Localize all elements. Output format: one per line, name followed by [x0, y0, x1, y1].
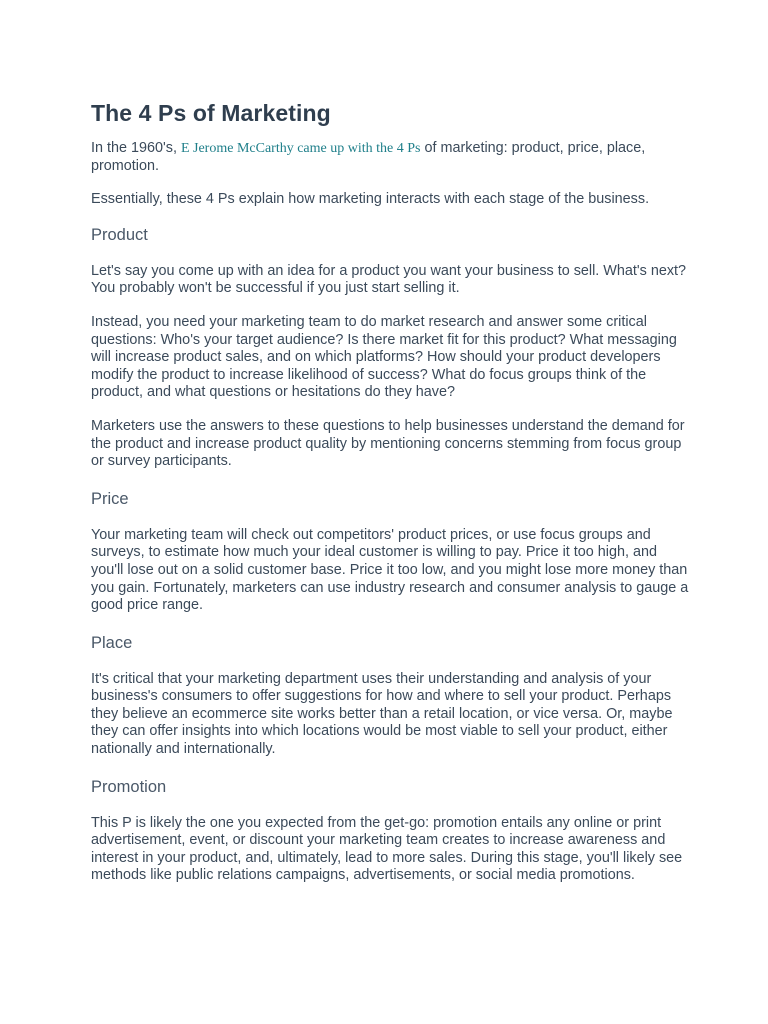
section-heading-price: Price [91, 489, 129, 508]
mccarthy-link[interactable]: E Jerome McCarthy came up with the 4 Ps [180, 141, 421, 156]
section-heading-promotion: Promotion [91, 777, 167, 796]
product-paragraph-3: Marketers use the answers to these questions to help businesses understand the demand for the product and increase product quality by mentioning concerns stemming from focus group or survey participants. [91, 417, 685, 470]
intro-text-after: of marketing: product, price, place, promotion. [91, 140, 646, 174]
intro-text-before: In the 1960's, [91, 140, 181, 156]
product-paragraph-2: Instead, you need your marketing team to do market research and answer some critical questions: Who's your target audience? Is there market fit for this product? What messaging will increase product sales, and on which platforms? How should your product developers modify the product to increase likelihood of success? What do focus groups think of the product, and what questions or hesitations do they have? [91, 313, 677, 401]
article [91, 98, 691, 901]
promotion-paragraph-1: This P is likely the one you expected from the get-go: promotion entails any online or print advertisement, event, or discount your marketing team creates to increase awareness and interest in your product, and, ultimately, lead to more sales. During this stage, you'll likely see methods like public relations campaigns, advertisements, or social media promotions. [91, 814, 683, 884]
place-paragraph-1: It's critical that your marketing department uses their understanding and analysis of your business's consumers to offer suggestions for how and where to sell your product. Perhaps they believe an ecommerce site works better than a retail location, or vice versa. Or, maybe they can offer insights into which locations would be most viable to sell your product, either nationally and internationally. [91, 670, 673, 758]
price-paragraph-1: Your marketing team will check out competitors' product prices, or use focus groups and surveys, to estimate how much your ideal customer is willing to pay. Price it too high, and you'll lose out on a solid customer base. Price it too low, and you might lose more money than you gain. Fortunately, marketers can use industry research and consumer analysis to gauge a good price range. [91, 526, 689, 614]
page-title: The 4 Ps of Marketing [91, 100, 331, 126]
section-heading-place: Place [91, 633, 133, 652]
summary-paragraph: Essentially, these 4 Ps explain how marketing interacts with each stage of the business. [91, 191, 650, 208]
intro-paragraph [91, 140, 691, 175]
product-paragraph-1: Let's say you come up with an idea for a product you want your business to sell. What's next? You probably won't be successful if you just start selling it. [91, 262, 687, 297]
section-heading-product: Product [91, 225, 148, 244]
